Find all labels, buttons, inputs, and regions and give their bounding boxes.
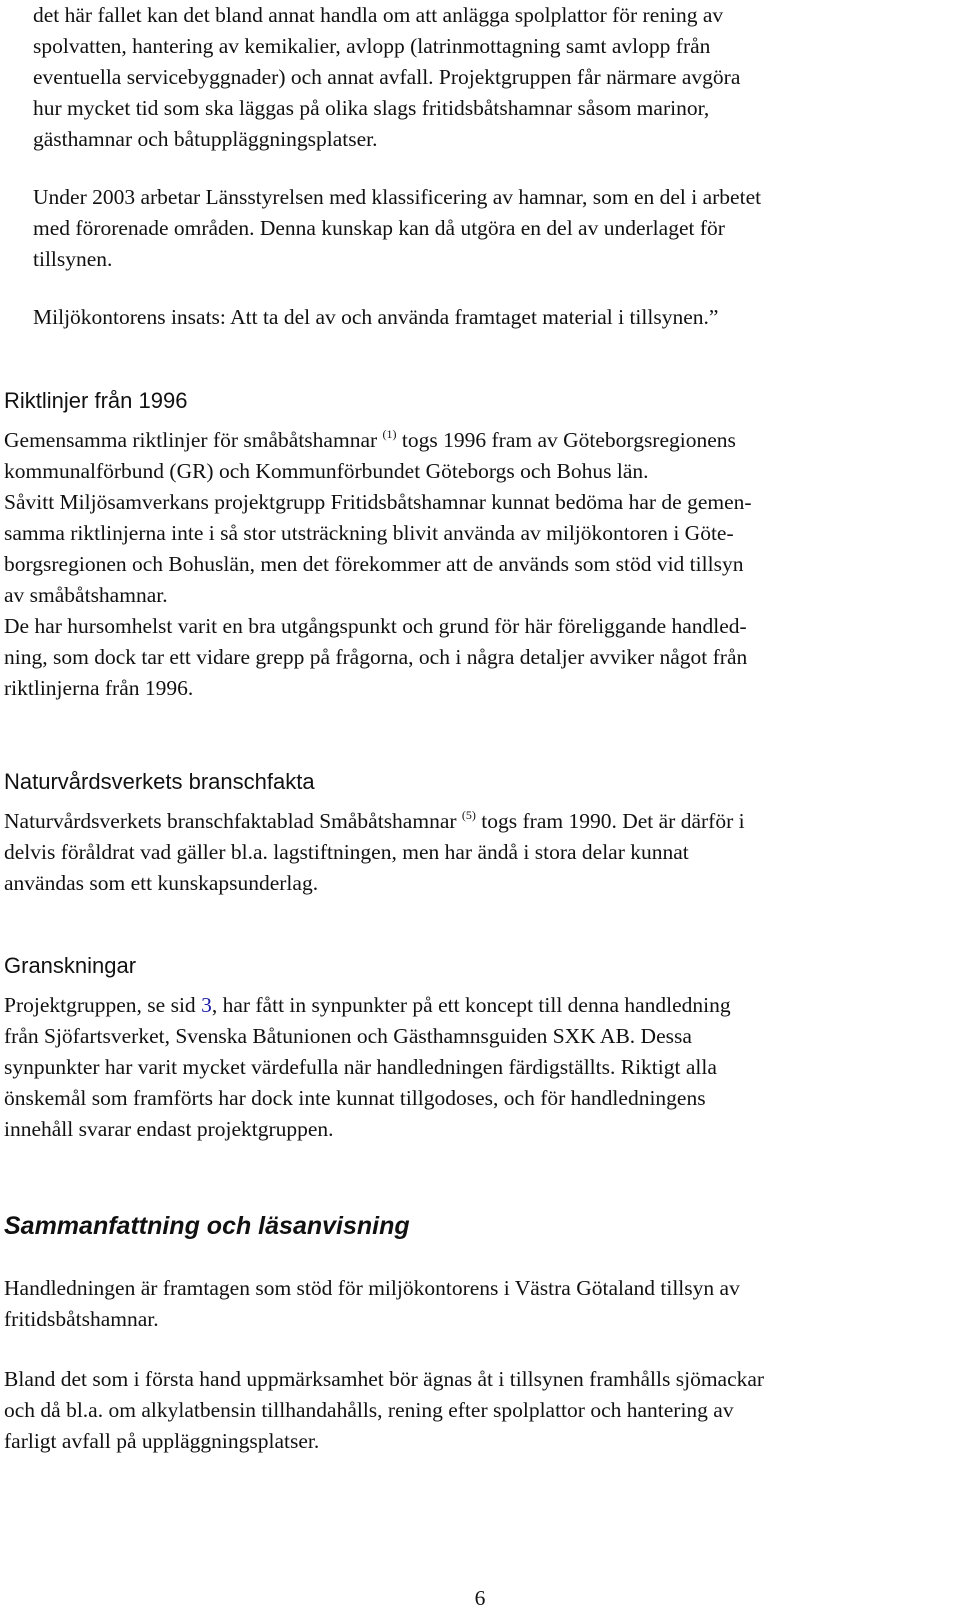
branschfakta-line: användas som ett kunskapsunderlag.	[4, 871, 319, 895]
lasanvisning-line: farligt avfall på uppläggningsplatser.	[4, 1429, 320, 1453]
riktlinjer-line: ning, som dock tar ett vidare grepp på frågorna, och i några detaljer avviker något från	[4, 645, 748, 669]
sammanfattning-line: Handledningen är framtagen som stöd för miljökontorens i Västra Götaland tillsyn av	[4, 1276, 740, 1300]
lansstyrelsen-line: Under 2003 arbetar Länsstyrelsen med klassificering av hamnar, som en del i arbetet	[33, 185, 762, 209]
intro-line: hur mycket tid som ska läggas på olika slags fritidsbåtshamnar såsom marinor,	[33, 96, 710, 120]
heading-sammanfattning: Sammanfattning och läsanvisning	[4, 1212, 410, 1240]
riktlinjer-line: De har hursomhelst varit en bra utgångspunkt och grund för här föreliggande handled-	[4, 614, 747, 638]
heading-branschfakta: Naturvårdsverkets branschfakta	[4, 769, 315, 794]
intro-line: gästhamnar och båtuppläggningsplatser.	[33, 127, 378, 151]
riktlinjer-line: Såvitt Miljösamverkans projektgrupp Fritidsbåtshamnar kunnat bedöma har de gemen-	[4, 490, 752, 514]
miljokontorens-insats: Miljökontorens insats: Att ta del av och använda framtaget material i tillsynen.”	[33, 305, 719, 329]
riktlinjer-text-after: togs 1996 fram av Göteborgsregionens	[401, 428, 736, 452]
granskningar-line: innehåll svarar endast projektgruppen.	[4, 1117, 334, 1141]
riktlinjer-line: riktlinjerna från 1996.	[4, 676, 194, 700]
page-number: 6	[474, 1586, 486, 1610]
intro-line: eventuella servicebyggnader) och annat avfall. Projektgruppen får närmare avgöra	[33, 65, 741, 89]
granskningar-line: från Sjöfartsverket, Svenska Båtunionen och Gästhamnsguiden SXK AB. Dessa	[4, 1024, 692, 1048]
intro-line: det här fallet kan det bland annat handla om att anlägga spolplattor för rening av	[33, 3, 724, 27]
sammanfattning-line: fritidsbåtshamnar.	[4, 1307, 159, 1331]
riktlinjer-line: borgsregionen och Bohuslän, men det förekommer att de används som stöd vid tillsyn	[4, 552, 744, 576]
reference-5: (5)	[461, 808, 476, 822]
branschfakta-text-after: togs fram 1990. Det är därför i	[481, 809, 745, 833]
riktlinjer-text-before: Gemensamma riktlinjer för småbåtshamnar	[4, 428, 378, 452]
branschfakta-line: delvis föråldrat vad gäller bl.a. lagstiftningen, men har ändå i stora delar kunnat	[4, 840, 689, 864]
granskningar-line: önskemål som framförts har dock inte kunnat tillgodoses, och för handledningens	[4, 1086, 706, 1110]
lansstyrelsen-line: med förorenade områden. Denna kunskap kan då utgöra en del av underlaget för	[33, 216, 725, 240]
reference-1: (1)	[382, 427, 397, 441]
intro-line: spolvatten, hantering av kemikalier, avlopp (latrinmottagning samt avlopp från	[33, 34, 711, 58]
lansstyrelsen-line: tillsynen.	[33, 247, 113, 271]
riktlinjer-line: av småbåtshamnar.	[4, 583, 168, 607]
branschfakta-text-before: Naturvårdsverkets branschfaktablad Småbåtshamnar	[4, 809, 457, 833]
lasanvisning-line: Bland det som i första hand uppmärksamhet bör ägnas åt i tillsynen framhålls sjömackar	[4, 1367, 765, 1391]
riktlinjer-line: samma riktlinjerna inte i så stor utsträckning blivit använda av miljökontoren i Göte-	[4, 521, 734, 545]
heading-riktlinjer: Riktlinjer från 1996	[4, 388, 188, 413]
granskningar-text-after: , har fått in synpunkter på ett koncept till denna handledning	[211, 993, 731, 1017]
granskningar-text-before: Projektgruppen, se sid	[4, 993, 196, 1017]
lasanvisning-line: och då bl.a. om alkylatbensin tillhandahålls, rening efter spolplattor och hantering av	[4, 1398, 734, 1422]
riktlinjer-line: kommunalförbund (GR) och Kommunförbundet Göteborgs och Bohus län.	[4, 459, 649, 483]
granskningar-line: synpunkter har varit mycket värdefulla när handledningen färdigställts. Riktigt alla	[4, 1055, 717, 1079]
heading-granskningar: Granskningar	[4, 953, 137, 978]
granskningar-first-line	[4, 990, 731, 1021]
page-reference-link[interactable]: 3	[201, 993, 212, 1017]
riktlinjer-first-line	[4, 425, 736, 456]
branschfakta-first-line	[4, 806, 745, 837]
